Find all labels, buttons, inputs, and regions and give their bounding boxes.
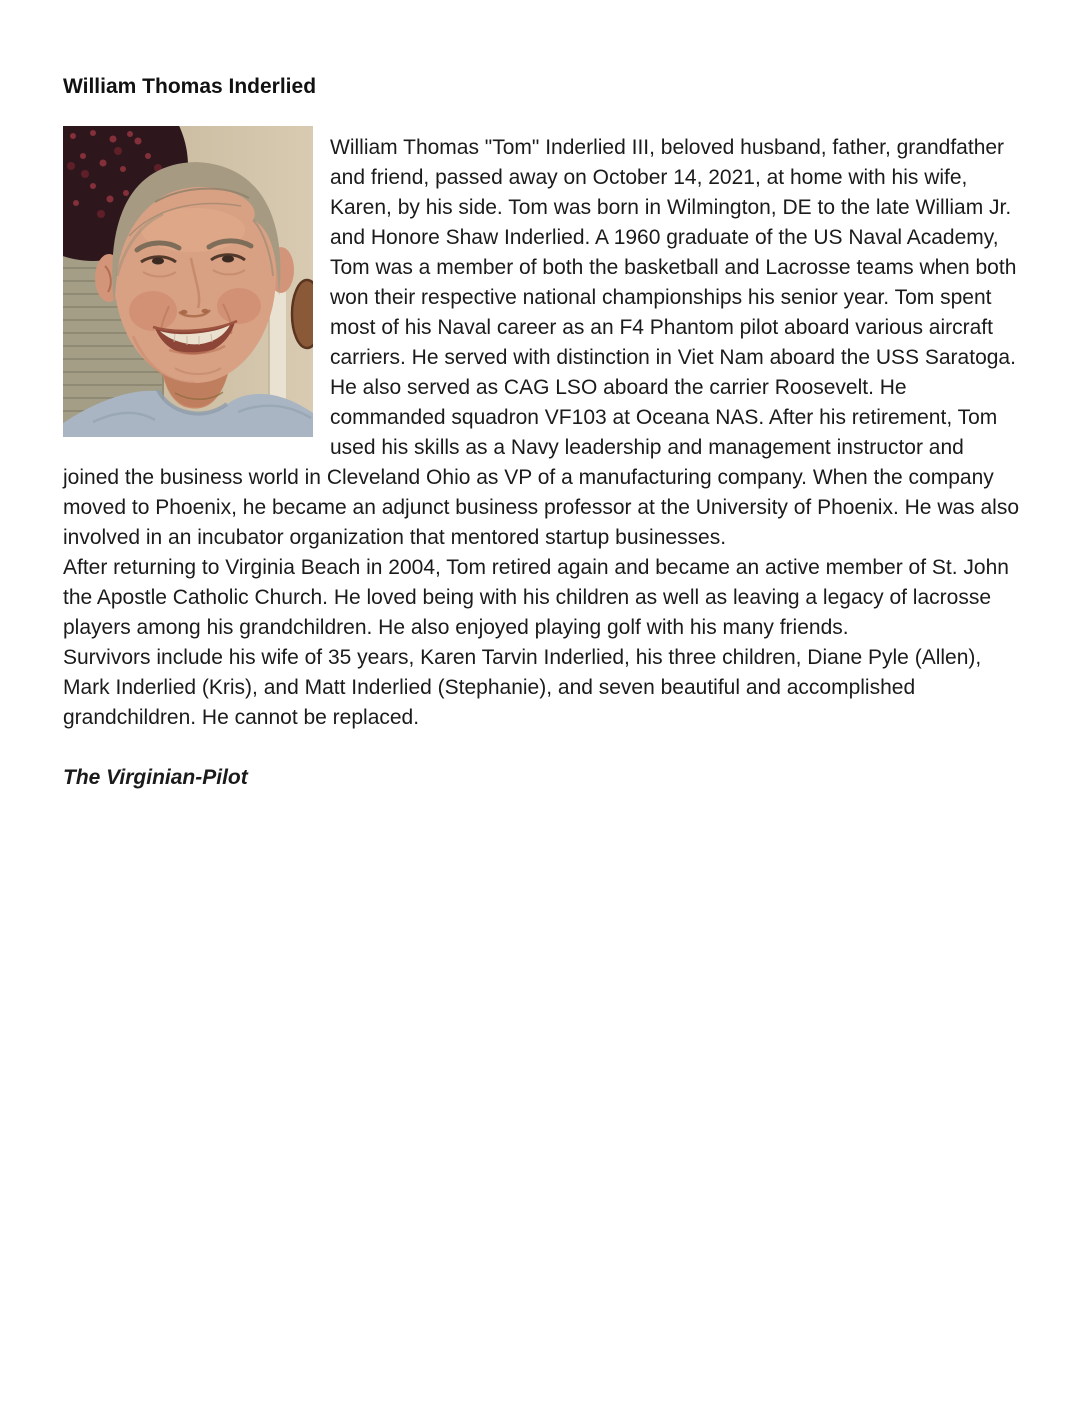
document-content (63, 72, 1025, 793)
obituary-paragraph-2: After returning to Virginia Beach in 2004, Tom retired again and became an active member of St. John the Apostle Catholic Church. He loved being with his children as well as leaving a legacy of lacrosse players among his grandchildren. He also enjoyed playing golf with his many friends. (63, 556, 1009, 639)
page-title: William Thomas Inderlied (63, 75, 317, 98)
obituary-paragraph-1: William Thomas "Tom" Inderlied III, beloved husband, father, grandfather and friend, passed away on October 14, 2021, at home with his wife, Karen, by his side. Tom was born in Wilmington, DE to the late William Jr. and Honore Shaw Inderlied. A 1960 graduate of the US Naval Academy, Tom was a member of both the basketball and Lacrosse teams when both won their respective national championships his senior year. Tom spent most of his Naval career as an F4 Phantom pilot aboard various aircraft carriers. He served with distinction in Viet Nam aboard the USS Saratoga. He also served as CAG LSO aboard the carrier Roosevelt. He commanded squadron VF103 at Oceana NAS. After his retirement, Tom used his skills as a Navy leadership and management instructor and joined the business world in Cleveland Ohio as VP of a manufacturing company. When the company moved to Phoenix, he became an adjunct business professor at the University of Phoenix. He was also involved in an incubator organization that mentored startup businesses. (63, 136, 1020, 549)
obituary-paragraph-3: Survivors include his wife of 35 years, Karen Tarvin Inderlied, his three children, Diane Pyle (Allen), Mark Inderlied (Kris), and Matt Inderlied (Stephanie), and seven beautiful and accomplished grandchildren. He cannot be replaced. (63, 646, 982, 729)
portrait-photo (63, 126, 313, 437)
publication-credit: The Virginian-Pilot (63, 766, 248, 789)
obituary-article (63, 133, 1025, 793)
wall-ornament-graphic (292, 280, 313, 348)
portrait-photo-graphic (63, 126, 313, 437)
